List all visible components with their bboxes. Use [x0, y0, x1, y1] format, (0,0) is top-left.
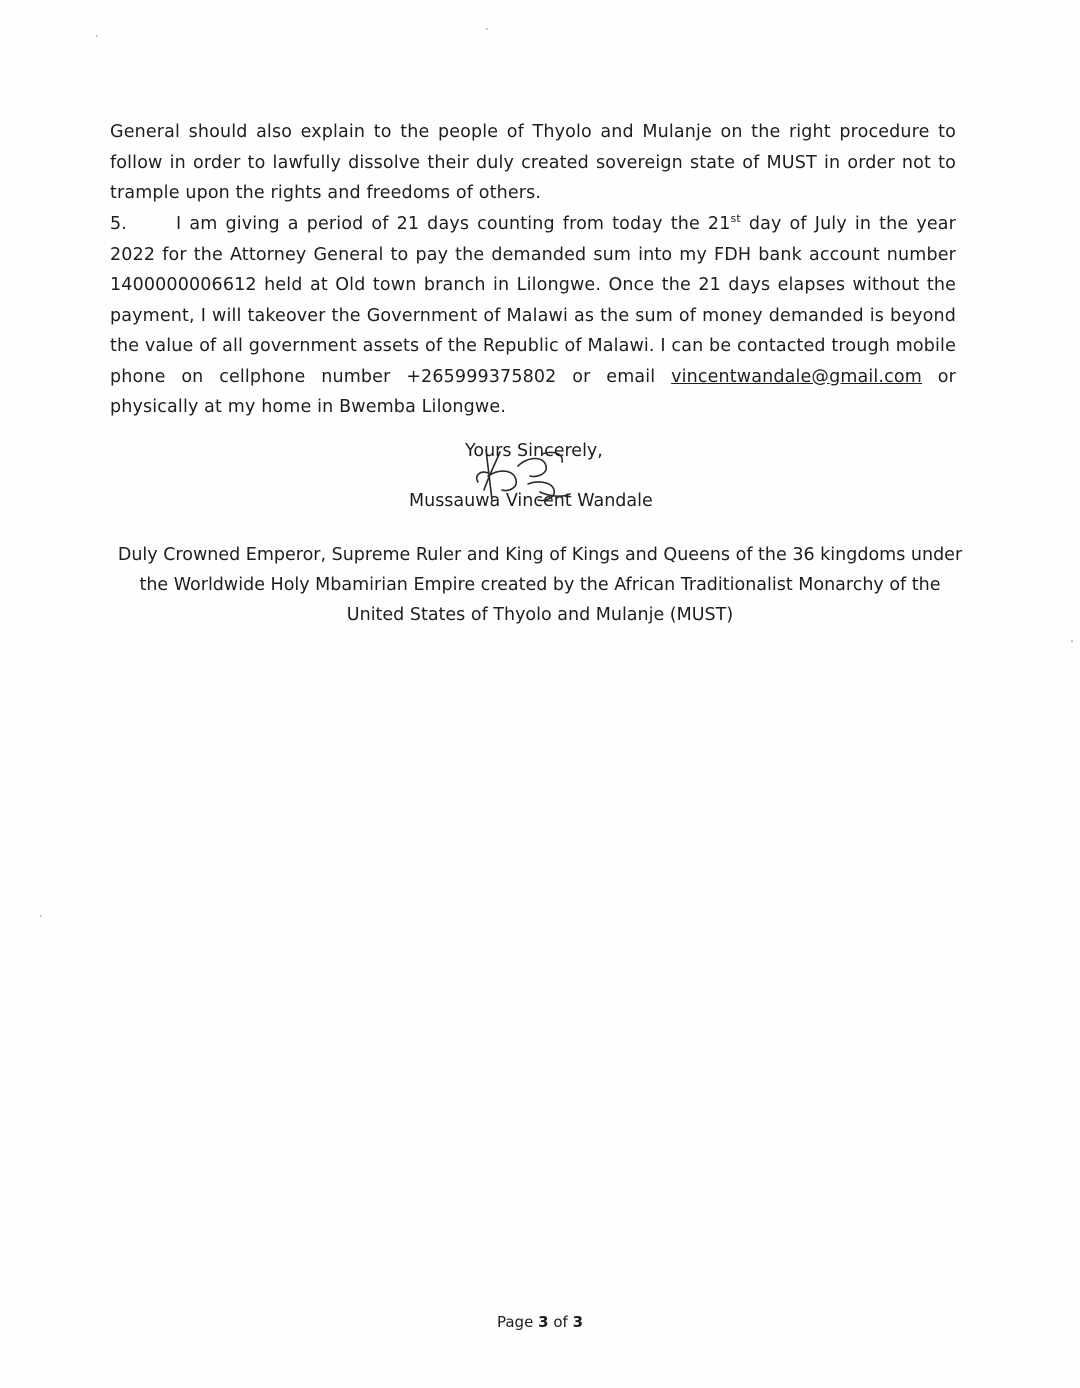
ordinal-superscript: st: [730, 212, 741, 225]
item-number: 5.: [110, 214, 127, 234]
scan-speck: [96, 35, 98, 37]
item-text-part-b: day of July in the year 2022 for the Attorney General to pay the demanded sum into my FDH bank account number 1400000006612 held at Old town branch in Lilongwe. Once the 21 days elapses without the payment, I will takeover the Government of Malawi as the sum of money demanded is beyond the value of all government assets of the Republic of Malawi. I can be contacted trough mobile phone on cellphone number +265999375802 or email: [110, 214, 957, 387]
total-pages-number: 3: [572, 1313, 583, 1331]
page-word: Page: [496, 1313, 534, 1331]
signatory-name: Mussauwa Vincent Wandale: [409, 491, 653, 511]
item-text-part-c: or physically at my home in Bwemba Lilongwe.: [110, 366, 956, 417]
email-link[interactable]: vincentwandale@gmail.com: [671, 366, 922, 387]
scan-speck: [1071, 640, 1073, 642]
handwritten-signature: [458, 440, 578, 512]
paragraph-item-5: [110, 209, 956, 423]
scan-speck: [40, 915, 42, 917]
current-page-number: 3: [538, 1313, 549, 1331]
closing-salutation: Yours Sincerely,: [465, 441, 603, 461]
signatory-title: Duly Crowned Emperor, Supreme Ruler and King of Kings and Queens of the 36 kingdoms under the Worldwide Holy Mbamirian Empire created by the African Traditionalist Monarchy of the United States of Thyolo and Mulanje (MUST): [117, 545, 963, 625]
scan-speck: [486, 28, 488, 30]
paragraph-continuation: General should also explain to the people of Thyolo and Mulanje on the right procedure to follow in order to lawfully dissolve their duly created sovereign state of MUST in order not to trample upon the rights and freedoms of others.: [110, 122, 956, 203]
of-word: of: [553, 1313, 568, 1331]
page-footer: [0, 1313, 1080, 1331]
item-text-part-a: I am giving a period of 21 days counting from today the 21: [176, 214, 731, 234]
